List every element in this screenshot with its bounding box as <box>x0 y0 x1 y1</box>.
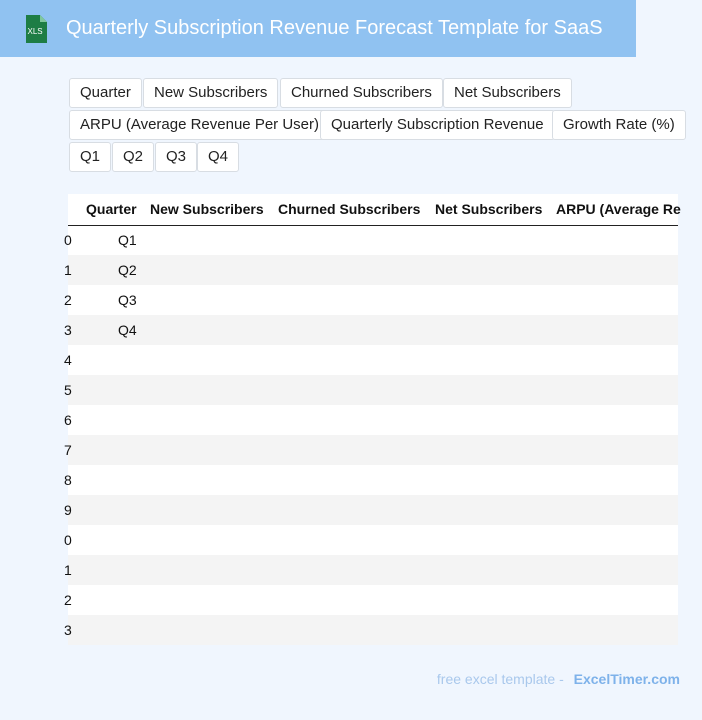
svg-text:XLS: XLS <box>27 27 43 36</box>
quarter-cell: Q2 <box>118 262 137 278</box>
table-row <box>64 405 678 435</box>
row-number: 4 <box>64 352 72 368</box>
footer-credit <box>437 671 680 687</box>
table-row <box>64 285 678 315</box>
chip-churned-subscribers[interactable]: Churned Subscribers <box>280 78 443 108</box>
table-row <box>64 255 678 285</box>
chip-new-subscribers[interactable]: New Subscribers <box>143 78 278 108</box>
quarter-cell: Q1 <box>118 232 137 248</box>
row-number: 1 <box>64 262 72 278</box>
chip-q3[interactable]: Q3 <box>155 142 197 172</box>
table-row <box>64 525 678 555</box>
table-row <box>64 615 678 645</box>
column-header-quarter: Quarter <box>86 201 137 217</box>
quarter-cell: Q3 <box>118 292 137 308</box>
table-row <box>64 315 678 345</box>
row-number: 2 <box>64 292 72 308</box>
table-row <box>64 465 678 495</box>
row-number: 2 <box>64 592 72 608</box>
chip-quarterly-subscription-revenue[interactable]: Quarterly Subscription Revenue <box>320 110 555 140</box>
row-number: 0 <box>64 532 72 548</box>
chip-q4[interactable]: Q4 <box>197 142 239 172</box>
column-header-arpu: ARPU (Average Re <box>556 201 681 217</box>
table-row <box>64 555 678 585</box>
chip-net-subscribers[interactable]: Net Subscribers <box>443 78 572 108</box>
page-title: Quarterly Subscription Revenue Forecast Template for SaaS <box>66 17 603 39</box>
title-banner <box>0 0 636 57</box>
table-row <box>64 225 678 255</box>
column-header-new-subscribers: New Subscribers <box>150 201 264 217</box>
quarter-cell: Q4 <box>118 322 137 338</box>
table-row <box>64 495 678 525</box>
row-number: 1 <box>64 562 72 578</box>
row-number: 3 <box>64 622 72 638</box>
table-row <box>64 585 678 615</box>
row-number: 8 <box>64 472 72 488</box>
table-row <box>64 345 678 375</box>
chip-arpu[interactable]: ARPU (Average Revenue Per User) <box>69 110 330 140</box>
row-number: 6 <box>64 412 72 428</box>
table-row <box>64 435 678 465</box>
xls-file-icon <box>20 13 52 45</box>
spreadsheet-preview[interactable] <box>64 194 681 645</box>
column-header-churned-subscribers: Churned Subscribers <box>278 201 421 217</box>
column-header-net-subscribers: Net Subscribers <box>435 201 543 217</box>
chip-q2[interactable]: Q2 <box>112 142 154 172</box>
row-number: 0 <box>64 232 72 248</box>
chip-quarter[interactable]: Quarter <box>69 78 142 108</box>
footer-prefix: free excel template - <box>436 671 564 687</box>
footer-brand-link[interactable]: ExcelTimer.com <box>573 671 680 687</box>
row-number: 7 <box>64 442 72 458</box>
chip-q1[interactable]: Q1 <box>69 142 111 172</box>
row-number: 3 <box>64 322 72 338</box>
table-header-row <box>68 194 681 226</box>
chip-growth-rate[interactable]: Growth Rate (%) <box>552 110 686 140</box>
row-number: 9 <box>64 502 72 518</box>
row-number: 5 <box>64 382 72 398</box>
table-row <box>64 375 678 405</box>
